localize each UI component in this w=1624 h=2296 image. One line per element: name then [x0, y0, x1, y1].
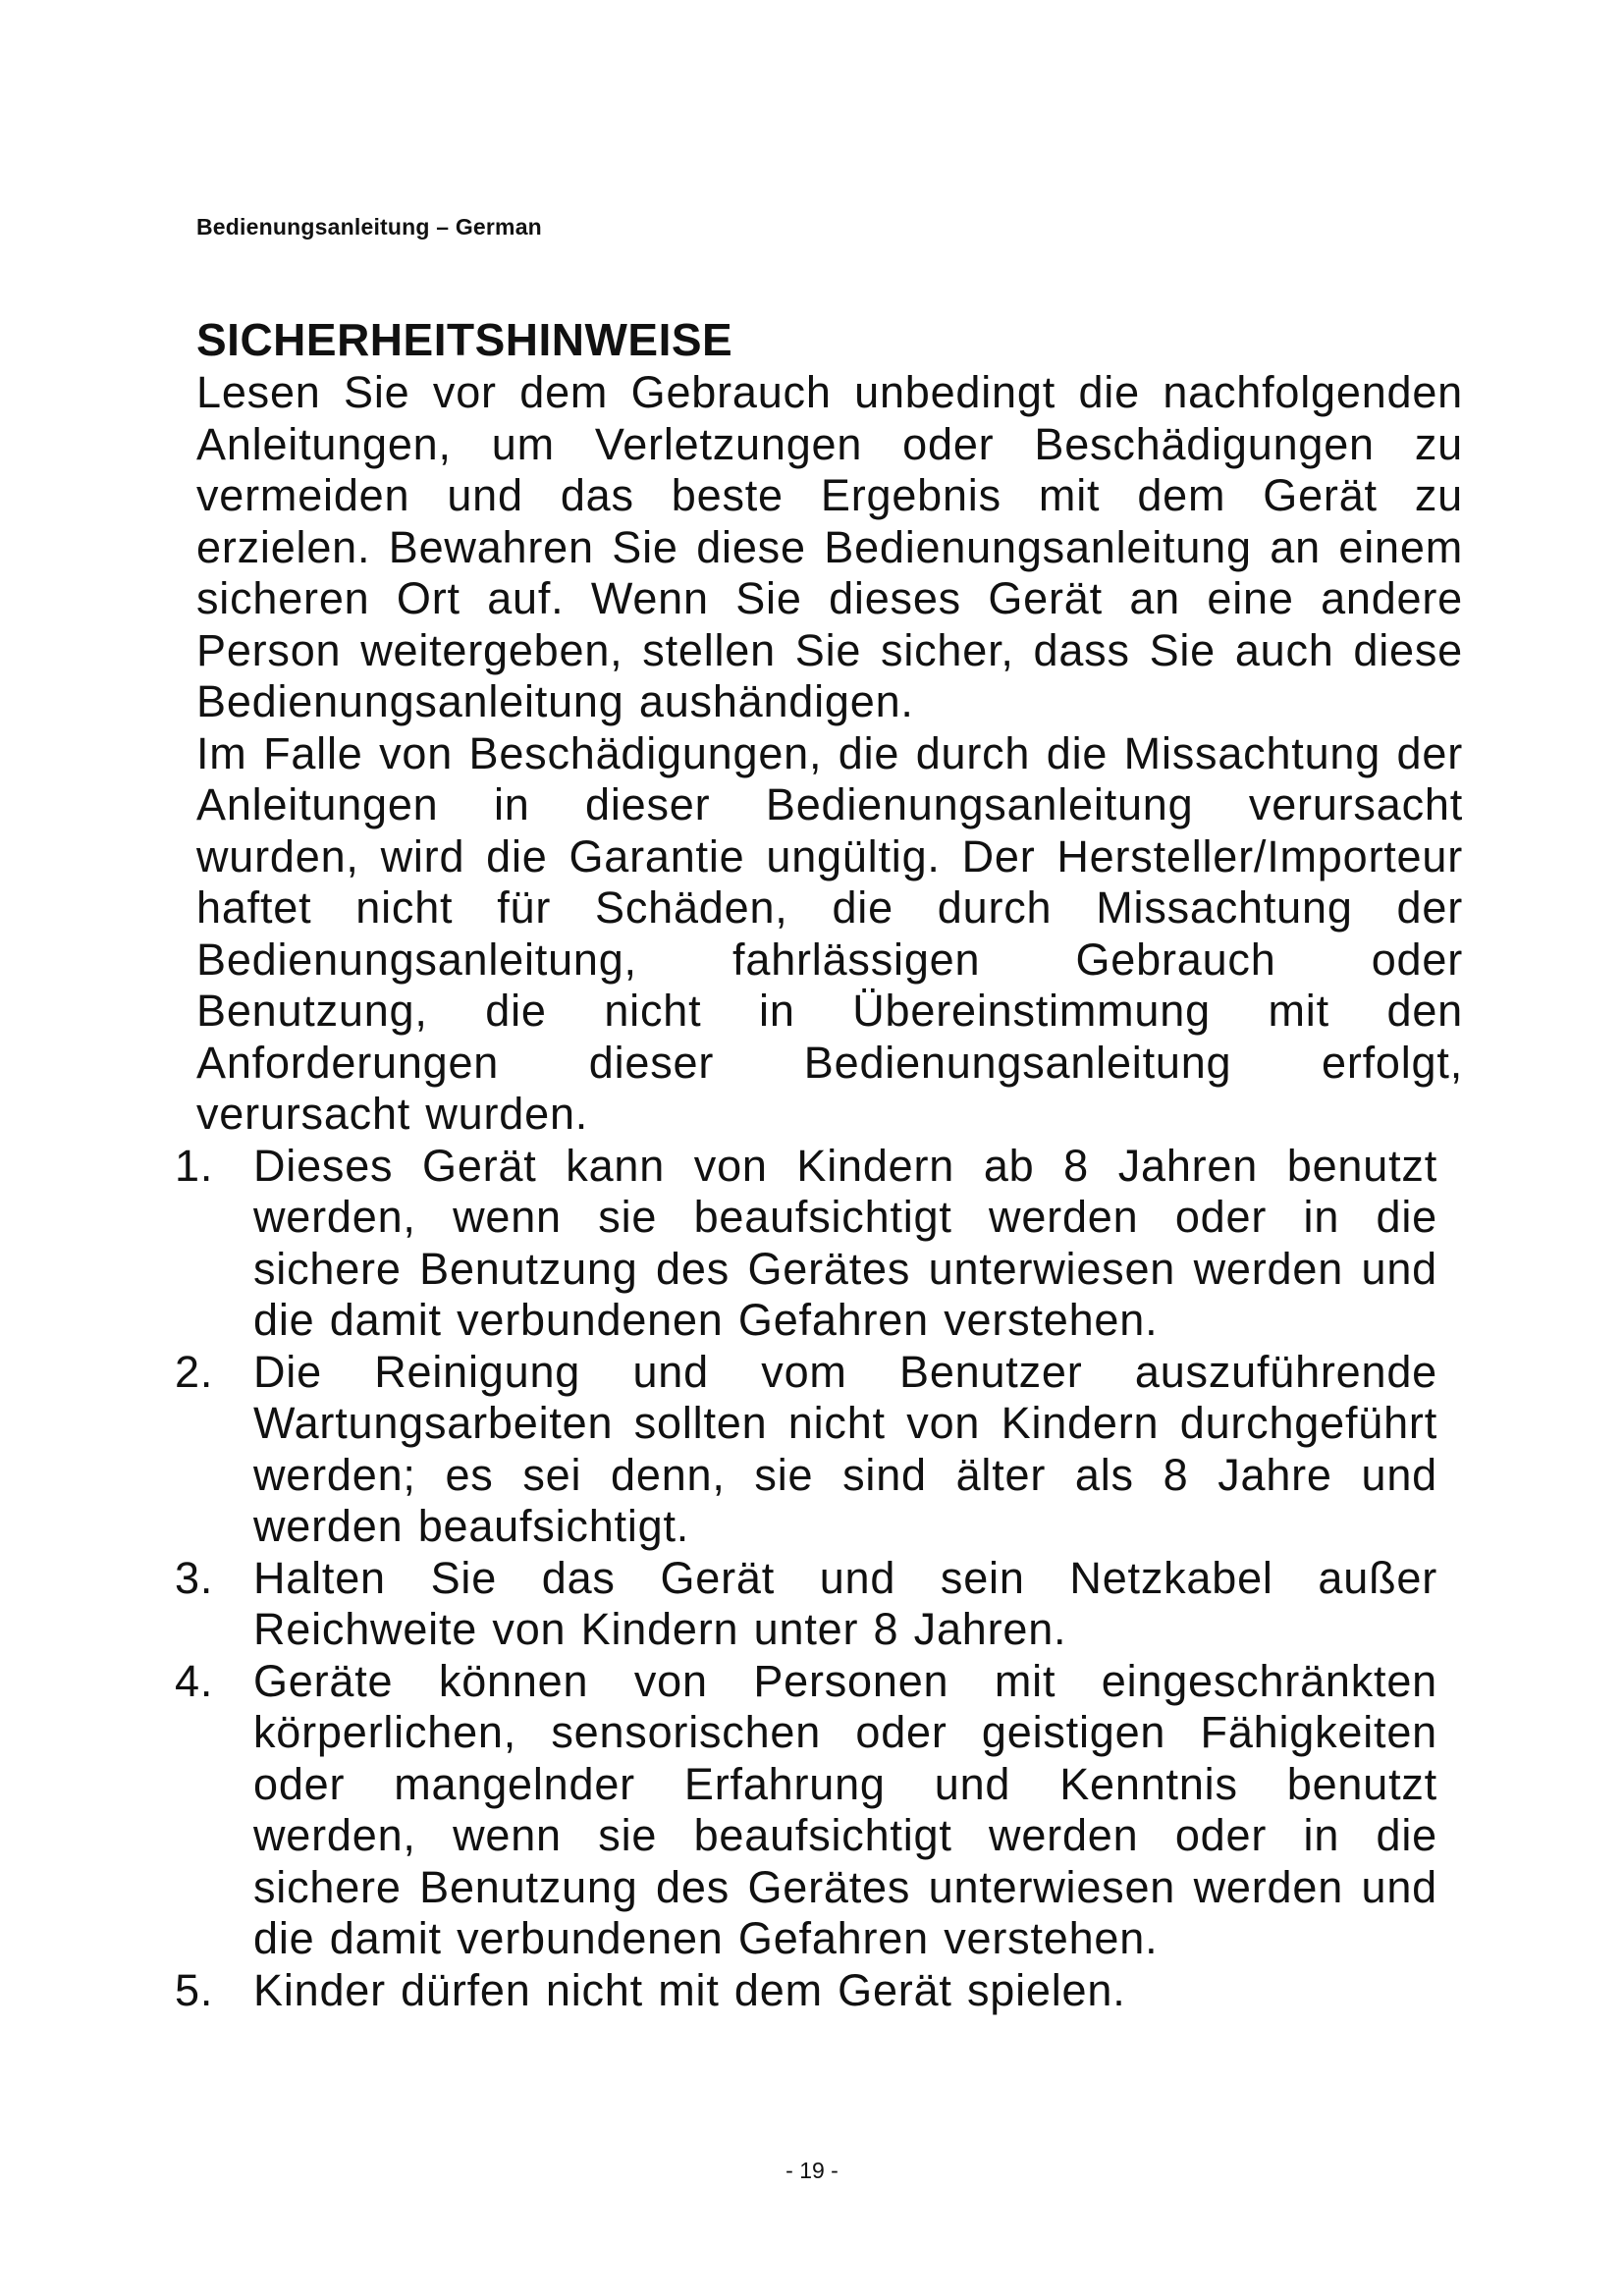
list-item-number: 4. — [175, 1655, 214, 1706]
list-item — [175, 1141, 1437, 1347]
list-item-number: 1. — [175, 1140, 214, 1191]
safety-section — [175, 312, 1463, 2016]
safety-instructions-list — [175, 1141, 1437, 2017]
intro-paragraph: Lesen Sie vor dem Gebrauch unbedingt die nachfolgenden Anleitungen, um Verletzungen oder Beschädigungen zu vermeiden und das beste Ergebnis mit dem Gerät zu erzielen. Bewahren Sie diese Bedienungsanleitung an einem sicheren Ort auf. Wenn Sie dieses Gerät an eine andere Person weitergeben, stellen Sie sicher, dass Sie auch diese Bedienungsanleitung aushändigen. — [196, 367, 1463, 726]
list-item — [175, 1656, 1437, 1965]
list-item-text: Geräte können von Personen mit eingeschränkten körperlichen, sensorischen oder geistigen Fähigkeiten oder mangelnder Erfahrung und Kenntnis benutzt werden, wenn sie beaufsichtigt werden oder in die sichere Benutzung des Gerätes unterwiesen werden und die damit verbundenen Gefahren verstehen. — [253, 1655, 1437, 1963]
list-item-text: Dieses Gerät kann von Kindern ab 8 Jahren benutzt werden, wenn sie beaufsichtigt werden oder in die sichere Benutzung des Gerätes unterwiesen werden und die damit verbundenen Gefahren verstehen. — [253, 1140, 1437, 1345]
page-number: - 19 - — [785, 2158, 839, 2183]
list-item-number: 2. — [175, 1346, 214, 1397]
list-item-text: Die Reinigung und vom Benutzer auszuführende Wartungsarbeiten sollten nicht von Kindern durchgeführt werden; es sei denn, sie sind älter als 8 Jahre und werden beaufsichtigt. — [253, 1346, 1437, 1551]
list-item-number: 3. — [175, 1552, 214, 1603]
list-item-text: Kinder dürfen nicht mit dem Gerät spielen. — [253, 1964, 1126, 2015]
list-item-text: Halten Sie das Gerät und sein Netzkabel außer Reichweite von Kindern unter 8 Jahren. — [253, 1552, 1437, 1654]
list-item — [175, 1347, 1437, 1553]
document-header: Bedienungsanleitung – German — [196, 214, 542, 240]
list-item — [175, 1553, 1437, 1656]
list-item-number: 5. — [175, 1964, 214, 2015]
list-item — [175, 1965, 1437, 2017]
section-title: SICHERHEITSHINWEISE — [196, 314, 733, 365]
warranty-paragraph: Im Falle von Beschädigungen, die durch die Missachtung der Anleitungen in dieser Bedienungsanleitung verursacht wurden, wird die Garantie ungültig. Der Hersteller/Importeur haftet nicht für Schäden, die durch Missachtung der Bedienungsanleitung, fahrlässigen Gebrauch oder Benutzung, die nicht in Übereinstimmung mit den Anforderungen dieser Bedienungsanleitung erfolgt, verursacht wurden. — [196, 727, 1463, 1139]
